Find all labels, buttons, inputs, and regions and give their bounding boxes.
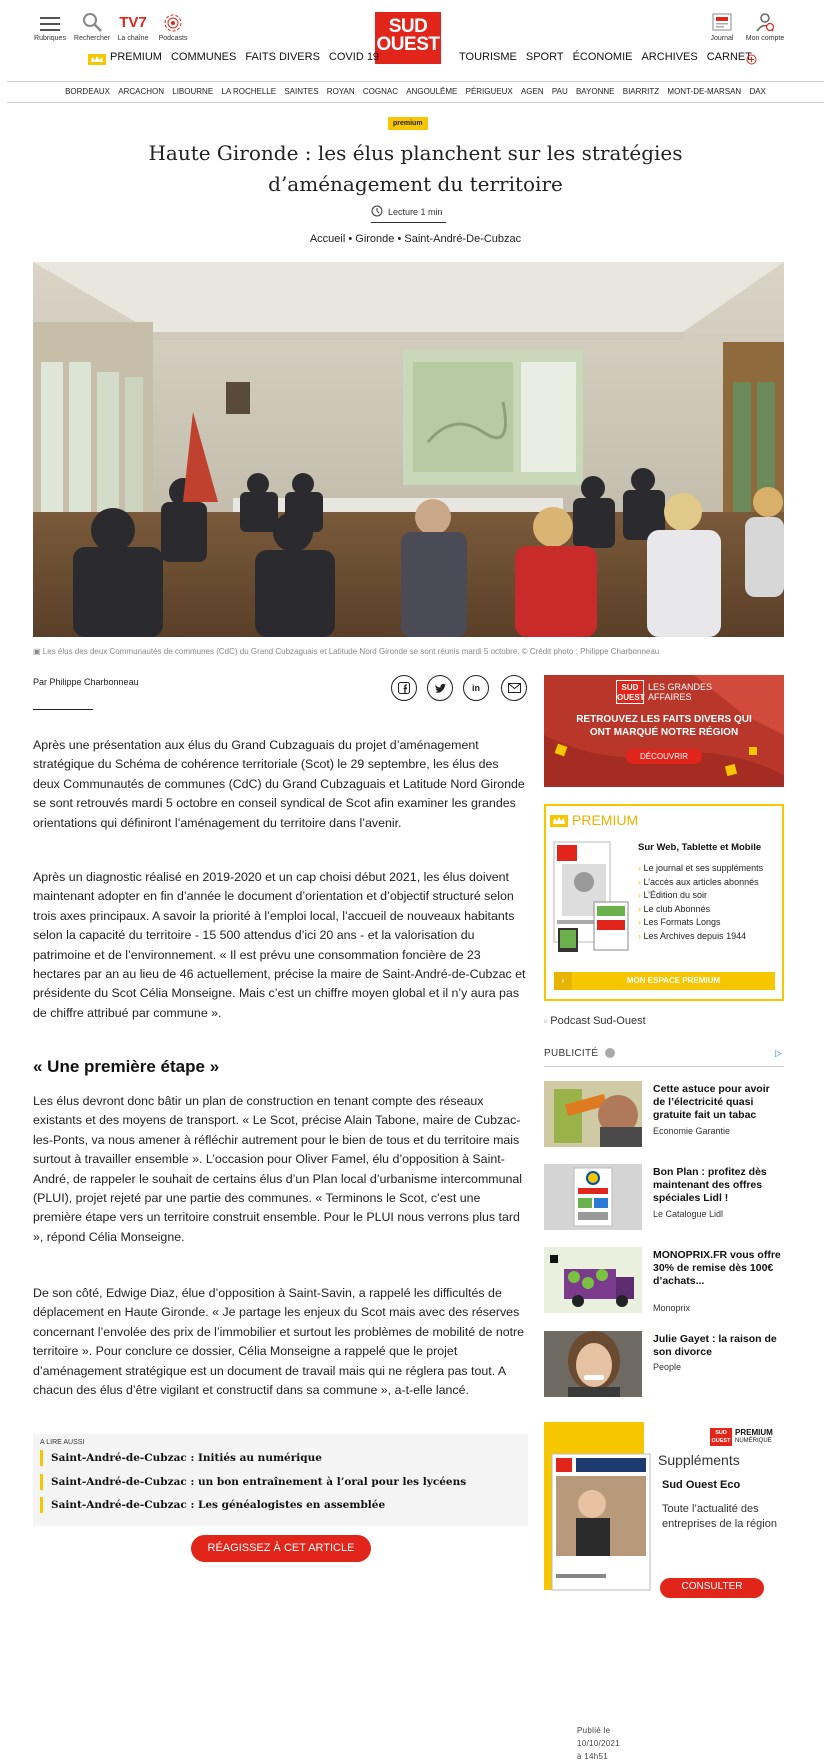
premium-benefit-text: L’Édition du soir	[643, 890, 708, 900]
supp-logo-line2: OUEST	[711, 1438, 731, 1444]
premium-benefit-text: Le journal et ses suppléments	[643, 863, 764, 873]
ad1-title	[648, 682, 712, 702]
podcast-alt-text: Podcast Sud-Ouest	[550, 1015, 646, 1027]
read-also-link[interactable]: Saint-André-de-Cubzac : Initiés au numérique	[40, 1450, 322, 1466]
premium-badge: premium	[388, 117, 428, 130]
sponsored-source: People	[653, 1362, 682, 1372]
premium-benefit-text: Les Archives depuis 1944	[643, 930, 747, 941]
paragraph-4: De son côté, Edwige Diaz, élue d’opposition à Saint-Savin, a rappelé les difficultés de déplacement en Haute Gironde. « Je partage les enjeux du Scot mais avec des réserves concernant l’envolée des prix de l’immobilier et surtout les problèmes de mobilité de notre territoire ». Pour conclure ce dossier, Célia Monseigne a rappelé que le projet d’aménagement stratégique est un document de travail mais qui ne réglera pas tout. A chacun des élus d’être vigilant et constructif dans sa commune », a-t-elle lancé.	[33, 1286, 525, 1398]
search-icon	[72, 10, 112, 32]
crown-icon	[550, 814, 568, 832]
sponsored-thumb	[544, 1164, 642, 1230]
rubriques-label: Rubriques	[34, 35, 66, 42]
ad1-logo	[616, 680, 644, 704]
nav-tourisme[interactable]: TOURISME	[459, 51, 517, 63]
premium-benefit: › L’accès aux articles abonnés	[638, 876, 759, 887]
premium-benefits-list	[638, 862, 763, 943]
photo-caption	[33, 647, 793, 656]
ad1-title-line2: AFFAIRES	[648, 692, 692, 702]
nav-faits-divers[interactable]: FAITS DIVERS	[245, 51, 320, 63]
read-also-link[interactable]: Saint-André-de-Cubzac : Les généalogistes en assemblée	[40, 1497, 385, 1513]
tv7-label: La chaîne	[117, 35, 149, 42]
city-link[interactable]: COGNAC	[362, 87, 399, 96]
city-link[interactable]: BIARRITZ	[622, 87, 660, 96]
share-facebook-button[interactable]	[391, 675, 417, 701]
supp-title: Suppléments	[658, 1452, 740, 1468]
supp-badge	[735, 1429, 773, 1445]
supp-description: Toute l’actualité des entreprises de la région	[662, 1503, 777, 1530]
city-link[interactable]: PAU	[551, 87, 568, 96]
main-nav-right	[459, 51, 752, 63]
ad1-logo-line1: SUD	[621, 683, 639, 692]
email-icon	[508, 683, 521, 693]
reading-time-label: Lecture 1 min	[388, 207, 443, 217]
nav-carnet[interactable]: CARNET	[706, 51, 752, 63]
nav-sport[interactable]: SPORT	[525, 51, 564, 63]
read-also-box	[33, 1434, 528, 1526]
logo-line1: SUD	[388, 16, 428, 37]
sponsored-item[interactable]	[544, 1247, 784, 1317]
byline-rule	[33, 709, 93, 710]
linkedin-icon: in	[472, 683, 480, 693]
more-icon[interactable]	[746, 52, 757, 70]
site-logo[interactable]	[375, 12, 441, 64]
tv7-button[interactable]	[113, 10, 153, 42]
ad1-discover-button[interactable]: DÉCOUVRIR	[626, 749, 702, 764]
menu-icon	[30, 10, 70, 32]
breadcrumb: Accueil • Gironde • Saint-André-De-Cubzac	[309, 233, 522, 245]
account-label: Mon compte	[745, 35, 785, 42]
premium-space-button[interactable]	[554, 972, 775, 990]
city-link[interactable]: ARCACHON	[118, 87, 165, 96]
podcasts-button[interactable]	[153, 10, 193, 42]
main-nav-left	[110, 51, 379, 63]
podcast-icon	[153, 10, 193, 32]
premium-benefit: › Le club Abonnés	[638, 903, 711, 914]
account-button[interactable]	[742, 10, 788, 42]
breadcrumb-gironde[interactable]: Gironde	[355, 233, 395, 245]
podcast-image[interactable]	[544, 1015, 646, 1027]
ad1-logo-line2: OUEST	[617, 693, 645, 702]
city-link[interactable]: BAYONNE	[575, 87, 615, 96]
reading-time-underline	[371, 222, 446, 223]
sponsored-header	[544, 1048, 615, 1059]
city-link[interactable]: PÉRIGUEUX	[465, 87, 513, 96]
twitter-icon	[434, 683, 447, 694]
nav-covid[interactable]: COVID 19	[328, 51, 380, 63]
nav-divider	[7, 81, 824, 82]
sponsored-title: Cette astuce pour avoir de l’électricité quasi gratuite fait un tabac	[653, 1083, 770, 1121]
nav-archives[interactable]: ARCHIVES	[641, 51, 698, 63]
author[interactable]: Par Philippe Charbonneau	[33, 677, 139, 687]
premium-box-title: PREMIUM	[572, 812, 639, 828]
premium-benefit-text: Le club Abonnés	[643, 903, 711, 914]
city-link[interactable]: DAX	[749, 87, 766, 96]
camera-icon: ▣	[33, 647, 41, 656]
supp-badge-sub: NUMÉRIQUE	[735, 1438, 772, 1444]
city-link[interactable]: AGEN	[520, 87, 544, 96]
facebook-icon	[398, 682, 410, 694]
cities-divider	[7, 102, 824, 103]
city-link[interactable]: LA ROCHELLE	[221, 87, 277, 96]
search-button[interactable]	[72, 10, 112, 42]
premium-benefit: › Les Archives depuis 1944	[638, 930, 747, 941]
breadcrumb-home[interactable]: Accueil	[309, 233, 346, 245]
city-link[interactable]: LIBOURNE	[172, 87, 214, 96]
city-link[interactable]: SAINTES	[284, 87, 319, 96]
title-line1: Haute Gironde : les élus planchent sur les stratégies	[148, 141, 683, 165]
city-link[interactable]: ANGOULÊME	[406, 87, 458, 96]
sponsored-thumb	[544, 1081, 642, 1147]
premium-box	[544, 804, 784, 1001]
nav-communes[interactable]: COMMUNES	[170, 51, 237, 63]
premium-devices-image	[554, 842, 630, 954]
adchoices-icon[interactable]: ▷	[775, 1048, 782, 1058]
grandes-affaires-ad[interactable]	[544, 675, 784, 787]
reading-time	[371, 205, 443, 219]
rubriques-button[interactable]	[30, 10, 70, 42]
journal-label: Journal	[710, 35, 734, 42]
share-twitter-button[interactable]	[427, 675, 453, 701]
breadcrumb-commune[interactable]: Saint-André-De-Cubzac	[404, 233, 522, 245]
broken-image-icon: ▫	[544, 1016, 548, 1026]
supplements-ad[interactable]	[544, 1422, 784, 1590]
podcasts-label: Podcasts	[158, 35, 188, 42]
premium-space-label: MON ESPACE PREMIUM	[626, 976, 721, 985]
article-title	[140, 138, 691, 200]
journal-button[interactable]	[702, 10, 742, 42]
premium-benefit-text: L’accès aux articles abonnés	[643, 876, 759, 887]
sponsored-thumb	[544, 1331, 642, 1397]
sponsored-rule	[544, 1066, 784, 1067]
share-email-button[interactable]	[501, 675, 527, 701]
sponsored-item[interactable]	[544, 1164, 784, 1234]
search-label: Rechercher	[73, 35, 111, 42]
sponsored-title: Bon Plan : profitez dès maintenant des offres spéciales Lidl !	[653, 1166, 767, 1204]
supp-logo-line1: SUD	[715, 1430, 727, 1436]
premium-benefit-text: Les Formats Longs	[643, 917, 721, 927]
published-date: Publié le 10/10/2021 à 14h51	[577, 1726, 621, 1761]
paragraph-3: Les élus devront donc bâtir un plan de construction en tenant compte des réseaux existants et des moyens de transport. « Le Scot, précise Alain Tabone, maire de Cubzac-les-Ponts, va nous amener à réfléchir autrement pour le bien de tous et du territoire mais surtout à travailler ensemble ». L’occasion pour Oliver Famel, élu d’opposition à Saint-André, de rappeler le souhait de certains élus d’un Plan local d’urbanisme intercommunal (PLUI), projet rejeté par une partie des communes. « Terminons le Scot, c’est une première étape vers un territoire construit ensemble. Pour le PLUI nous verrons plus tard », répond Célia Monseigne.	[33, 1094, 523, 1244]
premium-benefit: › L’Édition du soir	[638, 890, 708, 900]
cities-nav	[0, 87, 831, 96]
user-icon	[742, 10, 788, 32]
sponsored-title: MONOPRIX.FR vous offre 30% de remise dès 100€ d’achats...	[653, 1249, 781, 1287]
read-also-link[interactable]: Saint-André-de-Cubzac : un bon entraînement à l’oral pour les lycéens	[40, 1474, 466, 1490]
share-linkedin-button[interactable]	[463, 675, 489, 701]
nav-economie[interactable]: ÉCONOMIE	[572, 51, 633, 63]
sponsored-label: PUBLICITÉ	[544, 1048, 599, 1059]
outbrain-icon	[605, 1048, 615, 1058]
sponsored-source: Economie Garantie	[653, 1126, 731, 1136]
city-link[interactable]: ROYAN	[326, 87, 355, 96]
newspaper-icon	[702, 10, 742, 32]
sponsored-source: Monoprix	[653, 1303, 691, 1313]
eco-magazine-cover	[552, 1454, 650, 1590]
city-link[interactable]: BORDEAUX	[65, 87, 110, 96]
supp-logo	[710, 1428, 732, 1446]
article-photo	[33, 262, 784, 637]
paragraph-2: Après un diagnostic réalisé en 2019-2020 et un cap choisi début 2021, les élus doivent maintenant adopter en fin d’année le document d’orientation et d’objectif structuré selon trois axes principaux. A savoir la priorité à l’emploi local, l’accueil de nouveaux habitants selon la capacité du territoire - 15 500 attendus d’ici 20 ans - et la valorisation du patrimoine et de l’environnement. « Il est prévu une consommation foncière de 23 hectares par an au lieu de 46 actuellement, précise la maire de Saint-André-de-Cubzac et présidente du Scot Célia Monseigne. Mais c’est un chiffre moyen global et il n’y aura pas de chiffre attribué par commune ».	[33, 870, 526, 1020]
read-also-title: A LIRE AUSSI	[40, 1439, 85, 1446]
ad1-text-line2: ONT MARQUÉ NOTRE RÉGION	[589, 727, 739, 738]
premium-benefit: › Le journal et ses suppléments	[638, 863, 764, 873]
react-button[interactable]: RÉAGISSEZ À CET ARTICLE	[191, 1535, 371, 1562]
ad1-text-line1: RETROUVEZ LES FAITS DIVERS QUI	[576, 714, 752, 725]
ad1-title-line1: LES GRANDES	[648, 682, 713, 692]
supp-badge-text: PREMIUM	[735, 1428, 773, 1437]
sponsored-source: Le Catalogue Lidl	[653, 1209, 724, 1219]
caption-text: Les élus des deux Communautés de communes (CdC) du Grand Cubzaguais et Latitude Nord Gironde se sont réunis mardi 5 octobre. © Crédit photo : Philippe Charbonneau	[42, 647, 660, 656]
paragraph-1: Après une présentation aux élus du Grand Cubzaguais du projet d’aménagement stratégique du Schéma de cohérence territoriale (Scot) le 29 septembre, les élus des deux Communautés de communes (CdC) du Grand Cubzaguais et Latitude Nord Gironde se sont retrouvés mardi 5 octobre en conseil syndical de Scot afin examiner les grandes orientations qui définiront l’aménagement du territoire dans l’avenir.	[33, 738, 525, 830]
subheading: « Une première étape »	[33, 1057, 220, 1076]
crown-icon	[88, 52, 106, 70]
nav-premium[interactable]: PREMIUM	[110, 51, 162, 63]
sponsored-item[interactable]	[544, 1081, 784, 1151]
supp-name: Sud Ouest Eco	[662, 1479, 741, 1491]
chevron-right-icon: ›	[554, 972, 572, 990]
premium-benefit: › Les Formats Longs	[638, 917, 721, 927]
premium-box-subtitle: Sur Web, Tablette et Mobile	[638, 842, 762, 853]
sponsored-item[interactable]	[544, 1331, 784, 1401]
clock-icon	[371, 205, 383, 219]
ad1-text	[544, 713, 784, 739]
sponsored-title: Julie Gayet : la raison de son divorce	[653, 1333, 777, 1358]
city-link[interactable]: MONT-DE-MARSAN	[667, 87, 742, 96]
supp-consult-button[interactable]: CONSULTER	[660, 1578, 764, 1598]
logo-line2: OUEST	[376, 34, 440, 55]
sponsored-thumb	[544, 1247, 642, 1313]
tv7-logo: TV7	[119, 14, 147, 31]
title-line2: d’aménagement du territoire	[268, 172, 563, 196]
